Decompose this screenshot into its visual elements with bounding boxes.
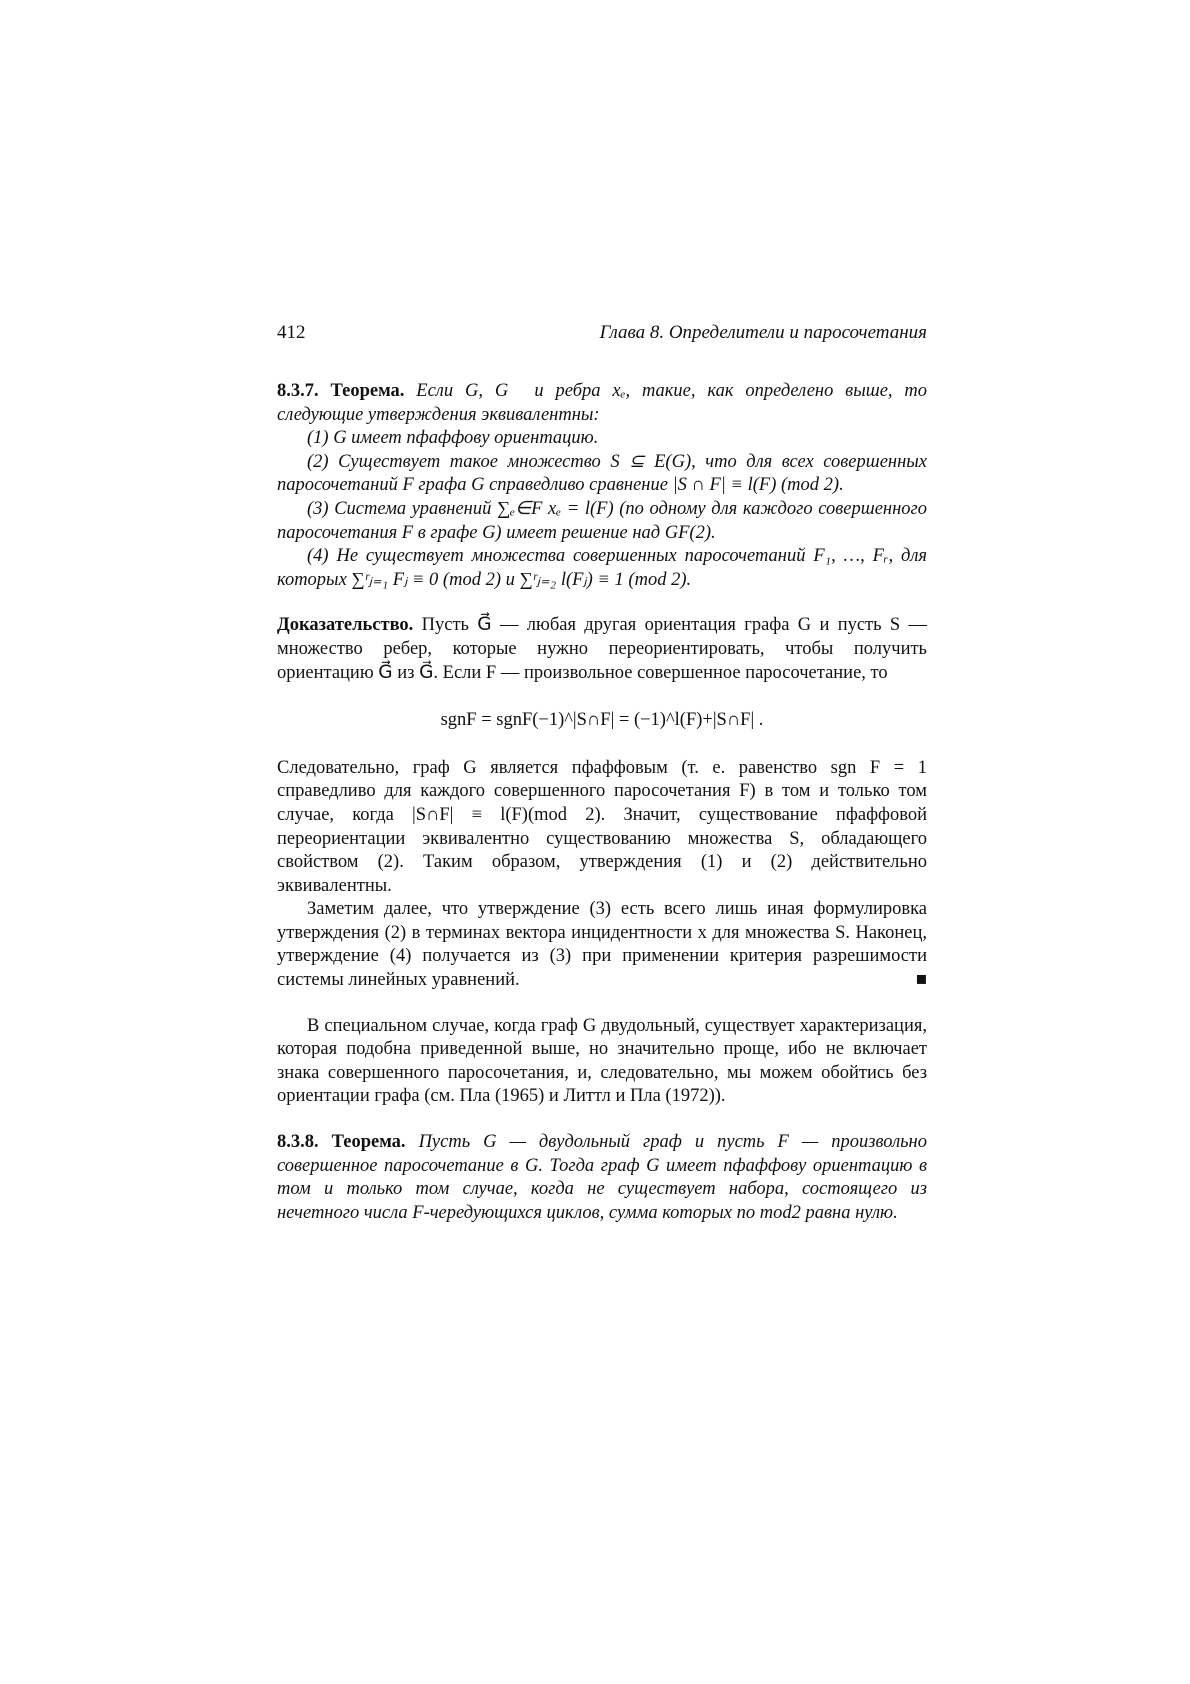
- proof-paragraph-2: Следовательно, граф G является пфаффовым (т. е. равенство sgn F = 1 справедливо для каждого совершенного паросочетания F) в том и только том случае, когда |S∩F| ≡ l(F)(mod 2). Значит, существование пфаффовой переориентации эквивалентно существованию множества S, обладающего свойством (2). Таким образом, утверждения (1) и (2) действительно эквивалентны.: [277, 757, 927, 896]
- page-header: [277, 322, 927, 348]
- page-body: [277, 380, 927, 1225]
- running-title: Глава 8. Определители и паросочетания: [599, 322, 927, 343]
- theorem-item-3: (3) Система уравнений ∑ₑ∈F xₑ = l(F) (по одному для каждого совершенного паросочетания F в графе G) имеет решение над GF(2).: [277, 498, 927, 543]
- remark-paragraph: В специальном случае, когда граф G двудольный, существует характеризация, которая подобна приведенной выше, но значительно проще, ибо не включает знака совершенного паросочетания, и, следовательно, мы можем обойтись без ориентации графа (см. Пла (1965) и Литтл и Пла (1972)).: [277, 1015, 927, 1107]
- theorem-item-2: (2) Существует такое множество S ⊆ E(G), что для всех совершенных паросочетаний F графа G справедливо сравнение |S ∩ F| ≡ l(F) (mod 2).: [277, 451, 927, 496]
- theorem-8-3-7-intro: [277, 380, 927, 427]
- proof-text: Пусть G⃗⃗ — любая другая ориентация графа G и пусть S — множество ребер, которые нужно переориентировать, чтобы получить ориентацию G⃗⃗ из G⃗. Если F — произвольное совершенное паросочетание, то: [277, 615, 928, 683]
- theorem-8-3-8: [277, 1131, 927, 1225]
- theorem-8-3-7-statement: Если G, G⃗ и ребра xₑ, такие, как определено выше, то следующие утверждения эквивалентны:: [277, 381, 928, 425]
- theorem-8-3-8-statement: Пусть G — двудольный граф и пусть F — произвольно совершенное паросочетание в G. Тогда граф G имеет пфаффову ориентацию в том и только том случае, когда не существует набора, состоящего из нечетного числа F-чередующихся циклов, сумма которых по mod2 равна нулю.: [277, 1132, 927, 1223]
- qed-mark: ■: [915, 970, 927, 991]
- proof-formula: sgnF = sgnF(−1)^|S∩F| = (−1)^l(F)+|S∩F| .: [440, 710, 764, 731]
- theorem-item-1: (1) G имеет пфаффову ориентацию.: [307, 428, 599, 449]
- theorem-8-3-7-label: 8.3.7. Теорема.: [277, 381, 405, 401]
- proof-paragraph-3-text: Заметим далее, что утверждение (3) есть всего лишь иная формулировка утверждения (2) в терминах вектора инцидентности x для множества S. Наконец, утверждение (4) получается из (3) при применении критерия разрешимости системы линейных уравнений.: [277, 899, 927, 991]
- proof-paragraph-3: [277, 898, 927, 992]
- theorem-8-3-8-label: 8.3.8. Теорема.: [277, 1132, 406, 1153]
- theorem-item-4: (4) Не существует множества совершенных паросочетаний F₁, …, Fᵣ, для которых ∑ʳⱼ₌₁ Fⱼ ≡ 0 (mod 2) и ∑ʳⱼ₌₂ l(Fⱼ) ≡ 1 (mod 2).: [277, 546, 927, 590]
- proof-paragraph: [277, 614, 927, 685]
- page-number: 412: [277, 322, 306, 343]
- proof-label: Доказательство.: [277, 615, 414, 636]
